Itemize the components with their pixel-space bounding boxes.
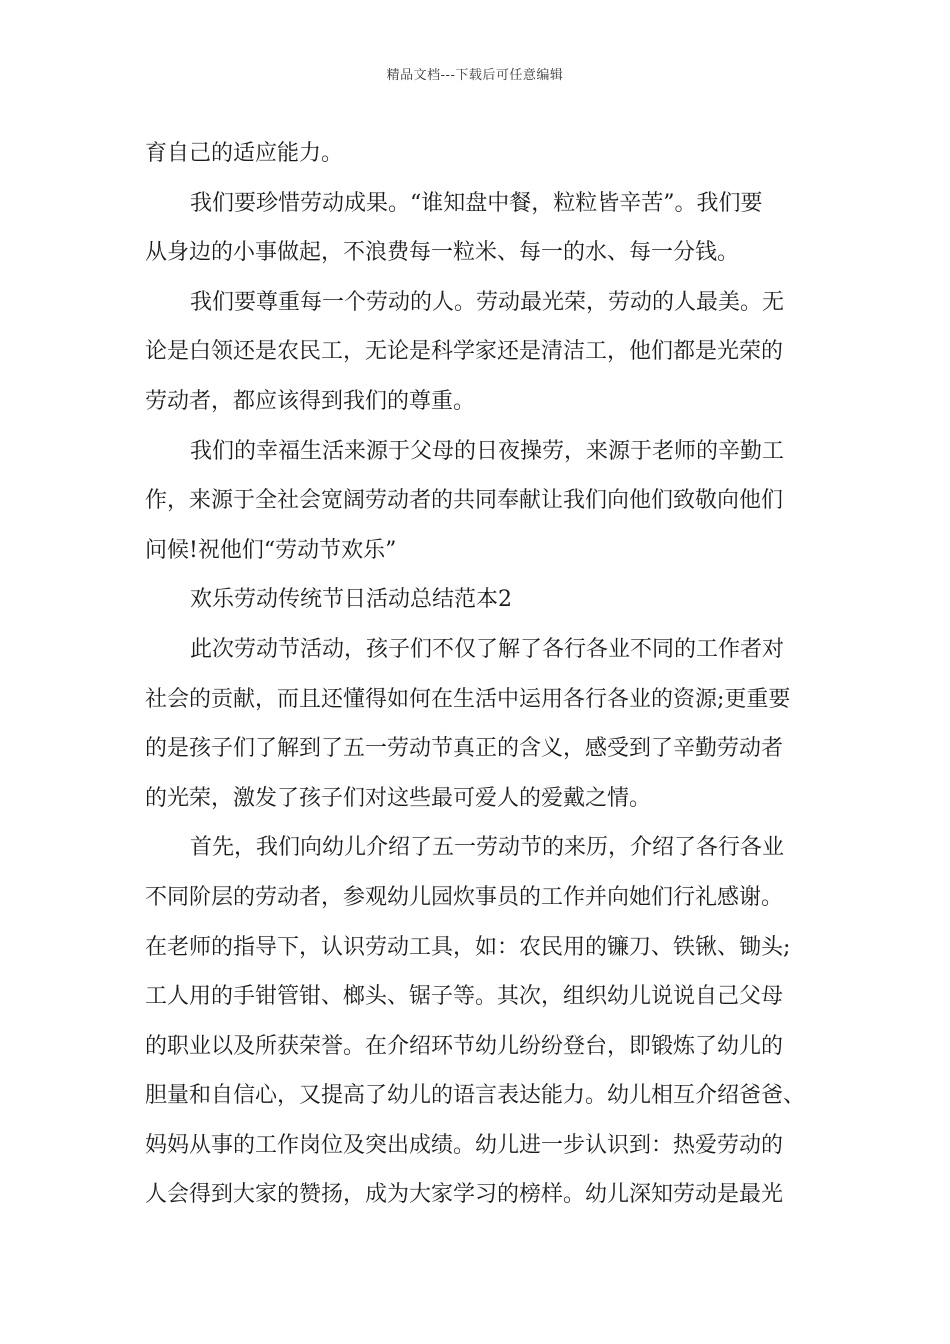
text-line: 不同阶层的劳动者，参观幼儿园炊事员的工作并向她们行礼感谢。: [145, 884, 784, 910]
text-line: 我们的幸福生活来源于父母的日夜操劳，来源于老师的辛勤工: [190, 438, 785, 464]
document-body: [145, 129, 815, 1220]
page-header: 精品文档---下载后可任意编辑: [386, 68, 564, 83]
text-line: 工人用的手钳管钳、榔头、锯子等。其次，组织幼儿说说自己父母: [145, 984, 784, 1010]
text-line: 的是孩子们了解到了五一劳动节真正的含义，感受到了辛勤劳动者: [145, 736, 784, 762]
text-line: 胆量和自信心，又提高了幼儿的语言表达能力。幼儿相互介绍爸爸、: [145, 1083, 806, 1109]
text-line: 首先，我们向幼儿介绍了五一劳动节的来历，介绍了各行各业: [190, 835, 785, 861]
text-line: 的光荣，激发了孩子们对这些最可爱人的爱戴之情。: [145, 785, 652, 811]
text-line: 劳动者，都应该得到我们的尊重。: [145, 388, 476, 414]
text-line: 论是白领还是农民工，无论是科学家还是清洁工，他们都是光荣的: [145, 339, 784, 365]
text-line: 此次劳动节活动，孩子们不仅了解了各行各业不同的工作者对: [190, 636, 785, 662]
text-line: 育自己的适应能力。: [145, 141, 344, 166]
text-line: 我们要珍惜劳动成果。“谁知盘中餐，粒粒皆辛苦”。我们要: [190, 190, 763, 216]
text-line: 的职业以及所获荣誉。在介绍环节幼儿纷纷登台，即锻炼了幼儿的: [145, 1033, 784, 1059]
text-line: 问候!祝他们“劳动节欢乐”: [145, 537, 397, 563]
text-line: 在老师的指导下，认识劳动工具，如：农民用的镰刀、铁锹、锄头;: [145, 934, 791, 960]
text-line: 作，来源于全社会宽阔劳动者的共同奉献让我们向他们致敬向他们: [145, 488, 784, 514]
text-line: 我们要尊重每一个劳动的人。劳动最光荣，劳动的人最美。无: [190, 289, 785, 315]
text-line: 社会的贡献，而且还懂得如何在生活中运用各行各业的资源;更重要: [145, 686, 791, 712]
text-line: 从身边的小事做起，不浪费每一粒米、每一的水、每一分钱。: [145, 240, 740, 266]
section-heading: 欢乐劳动传统节日活动总结范本2: [190, 587, 512, 613]
text-line: 人会得到大家的赞扬，成为大家学习的榜样。幼儿深知劳动是最光: [145, 1182, 784, 1208]
text-line: 妈妈从事的工作岗位及突出成绩。幼儿进一步认识到：热爱劳动的: [145, 1132, 784, 1158]
